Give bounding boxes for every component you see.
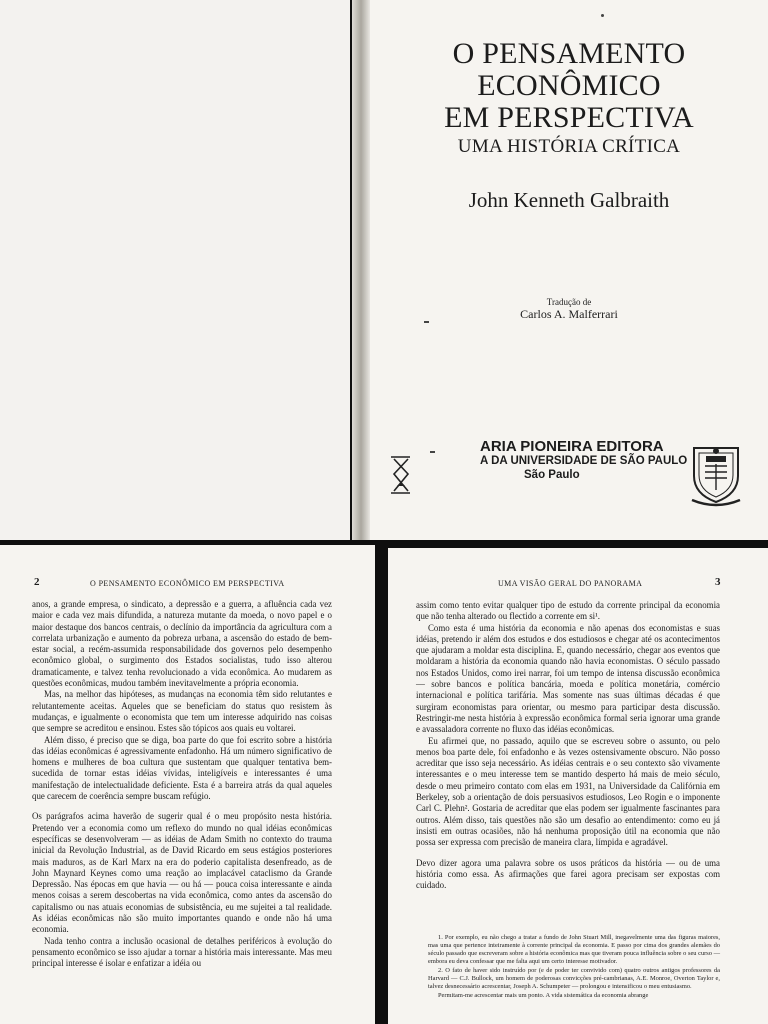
title-line-1: O PENSAMENTO (452, 37, 686, 70)
page-number: 2 (34, 576, 40, 588)
running-head: O PENSAMENTO ECONÔMICO EM PERSPECTIVA (90, 579, 285, 588)
page-3 (388, 548, 768, 1024)
paragraph: Além disso, é preciso que se diga, boa parte do que foi escrito sobre a história das idéias econômicas é agressivamente enfadonho. Há um número significativo de homens e mulheres de boa cultura que sustentam que qualquer tentativa bem-sucedida de tornar estas idéias vívidas, inteligíveis e interessantes é uma manifestação de intelectualidade deficiente. Esta é a barreira atrás da qual aqueles que carecem de coerência sempre buscam refúgio. (32, 734, 332, 802)
ink-speck (601, 14, 604, 17)
footnote: 2. O fato de haver sido instruído por (e de poder ter convivido com) quatro outros antigos professores da Harvard — C.J. Bullock, um homem de poderosas convicções pré-cambrianas, A.E. Monroe, Overton Taylor e, talvez desnecessário acrescentar, Joseph A. Schumpeter — prolongou e intensificou o meu entusiasmo. (428, 967, 720, 990)
paragraph: Eu afirmei que, no passado, aquilo que se escreveu sobre o assunto, ou pelo menos boa parte dele, foi enfadonho e às vezes ostensivamente obscuro. Não posso acreditar que isso seja necessário. As idéias centrais e o seu contexto são vivamente interessantes e o meu interesse tem se mantido desperto há mais de meio século, desde o meu primeiro contato com elas em 1931, na Universidade da Califórnia em Berkeley, sob a orientação de dois persuasivos estudiosos, Leo Rogin e o imponente Carl C. Plehn². Gostaria de acreditar que elas podem ser igualmente fascinantes para outros. Além disso, tais questões não são um desafio ao entendimento: como eu já insisti em outras ocasiões, não há nenhuma proposição útil na economia que não possa ser expressa com precisão de maneira clara, límpida e agradável. (416, 735, 720, 848)
title-page (370, 0, 768, 540)
page-2-body (32, 599, 332, 970)
publisher-block (480, 440, 687, 482)
publisher-name: ARIA PIONEIRA EDITORA (480, 438, 664, 455)
publisher-city: São Paulo (524, 469, 580, 481)
paragraph: Devo dizer agora uma palavra sobre os usos práticos da história — ou de uma história como essa. As afirmações que farei agora precisam ser expostas com cuidado. (416, 857, 720, 891)
book-title (370, 38, 768, 134)
paragraph: anos, a grande empresa, o sindicato, a depressão e a guerra, a afluência cada vez maior e cada vez mais difundida, a natureza mutante da moeda, o novo papel e o maior destaque dos bancos centrais, o declínio da importância da agricultura com a correlata urbanização e aumento da pobreza urbana, a ascensão do estado de bem-estar social, a recém-assumida responsabilidade dos governos pelo desempenho econômico global, o surgimento dos Estados socialistas, tudo isso alterou dramaticamente, e talvez tenha revolucionado a vida econômica. Ao mudarem as questões econômicas, mudou também inevitavelmente a própria economia. (32, 599, 332, 689)
translator-name: Carlos A. Malferrari (520, 307, 618, 321)
ink-mark (424, 321, 429, 323)
title-line-2: ECONÔMICO (477, 69, 661, 102)
title-line-3: EM PERSPECTIVA (444, 101, 694, 134)
publisher-university: A DA UNIVERSIDADE DE SÃO PAULO (480, 455, 688, 467)
footnote: Permitam-me acrescentar mais um ponto. A vida sistemática da economia abrange (438, 992, 649, 999)
blank-left-page (0, 0, 350, 540)
page-number: 3 (715, 576, 721, 588)
paragraph: Nada tenho contra a inclusão ocasional de detalhes periféricos à evolução do pensamento econômico se isso ajudar a tornar a história mais interessante. Mas meu principal interesse é isolar e enfatizar a idéia ou (32, 935, 332, 969)
book-subtitle: UMA HISTÓRIA CRÍTICA (457, 136, 681, 157)
paragraph: assim como tento evitar qualquer tipo de estudo da corrente principal da economia que não tenha alterado ou flectido a corrente em si¹. (416, 600, 720, 622)
footnotes (428, 934, 720, 1001)
translation-label: Tradução de (546, 297, 592, 307)
book-gutter (352, 0, 370, 540)
university-seal-icon (688, 442, 744, 508)
page-3-body (416, 600, 720, 891)
footnote: 1. Por exemplo, eu não chego a tratar a fundo de John Stuart Mill, inegavelmente uma das figuras maiores, mas uma que pertence inteiramente à corrente principal da economia. E passo por cima dos grandes alemães do século passado que escreveram sobre a história econômica mas que tiveram pouca influência sobre o seu curso — embora eu deva confessar que me falta aqui um certo interesse motivador. (428, 934, 720, 965)
paragraph: Como esta é uma história da economia e não apenas dos economistas e suas idéias, pretendo ir além dos estudos e dos estudiosos e chegar até os acontecimentos que ajudaram a moldar esta disciplina. E, quando necessário, chegar aos eventos que moldaram a história da economia quando não havia economistas. O século passado nos Estados Unidos, como irei narrar, foi um tempo de intensa discussão econômica — sobre bancos e política bancária, moeda e política monetária, comércio internacional e política tarifária. Mas somente nas suas últimas décadas é que surgiram economistas para orientar, ou mesmo para participar desta discussão. Restringir-me nesta história à expressão econômica formal seria ignorar uma grande e avassaladora corrente no fluxo das idéias econômicas. (416, 622, 720, 735)
paragraph: Mas, na melhor das hipóteses, as mudanças na economia têm sido relutantes e relutantemente aceitas. Aqueles que se beneficiam do status quo resistem às mudanças, e igualmente o economista que tem um interesse adquirido nas coisas que sempre se acreditou e ensinou. Estes são tópicos aos quais eu voltarei. (32, 689, 332, 734)
ink-mark (430, 451, 435, 453)
author-name: John Kenneth Galbraith (468, 188, 670, 212)
page-2 (0, 545, 375, 1024)
publisher-hourglass-logo (388, 455, 414, 495)
running-head: UMA VISÃO GERAL DO PANORAMA (498, 579, 643, 588)
paragraph: Os parágrafos acima haverão de sugerir qual é o meu propósito nesta história. Pretendo ver a economia como um reflexo do mundo no qual idéias econômicas específicas se desenvolveram — as idéias de Adam Smith no contexto do trauma inicial da Revolução Industrial, as de David Ricardo em seus estágios posteriores mais maduros, as de Karl Marx na era do poderio capitalista desenfreado, as de John Maynard Keynes como uma reação ao implacável cataclismo da Grande Depressão. Nas épocas em que havia — ou há — pouca coisa interessante e ainda menos coisas a serem descobertas na vida econômica, como antes da ascensão do capitalismo ou nas atuais economias de subsistência, eu me sujeitei a tal realidade. As idéias econômicas não são muito importantes quando e onde não há uma economia. (32, 811, 332, 935)
